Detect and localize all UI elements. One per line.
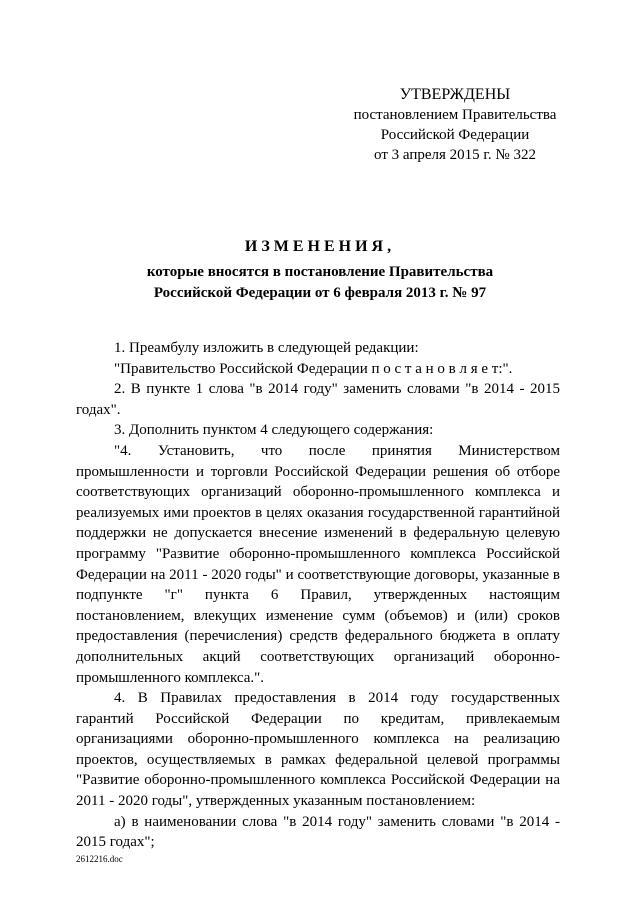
paragraph-6: 4. В Правилах предоставления в 2014 году государственных гарантий Российской Федерации по кредитам, привлекаемым организациями оборонно-промышленного комплекса на реализацию проектов, осуществляемых в рамках федеральной целевой программы "Развитие оборонно-промышленного комплекса Российской Федерации на 2011 - 2020 годы", утвержденных указанным постановлением: xyxy=(76,690,560,810)
paragraph-5: "4. Установить, что после принятия Министерством промышленности и торговли Российской Федерации решения об отборе соответствующих организаций оборонно-промышленного комплекса и реализуемых ими проектов в целях оказания государственной гарантийной поддержки не допускается внесение изменений в федеральную целевую программу "Развитие оборонно-промышленного комплекса Российской Федерации на 2011 - 2020 годы" и соответствующие договоры, указанные в подпункте "г" пункта 6 Правил, утвержденных настоящим постановлением, влекущих изменение сумм (объемов) и (или) сроков предоставления (перечисления) средств федерального бюджета в оплату дополнительных акций соответствующих организаций оборонно-промышленного комплекса.". xyxy=(76,442,560,686)
subtitle-line: которые вносятся в постановление Правительства xyxy=(146,264,494,280)
file-name-footer: 2612216.doc xyxy=(76,854,123,864)
approval-line: постановлением Правительства xyxy=(353,107,557,123)
document-subtitle xyxy=(100,262,540,304)
approval-heading: УТВЕРЖДЕНЫ xyxy=(399,86,511,103)
approval-line: Российской Федерации xyxy=(380,127,530,143)
paragraph-4: 3. Дополнить пунктом 4 следующего содержания: xyxy=(114,422,434,439)
document-body xyxy=(76,338,560,853)
paragraph-3: 2. В пункте 1 слова "в 2014 году" заменить словами "в 2014 - 2015 годах". xyxy=(76,381,560,418)
subtitle-line: Российской Федерации от 6 февраля 2013 г. № 97 xyxy=(153,285,487,301)
approval-block xyxy=(340,85,570,165)
paragraph-1: 1. Преамбулу изложить в следующей редакции: xyxy=(114,340,419,356)
paragraph-7: а) в наименовании слова "в 2014 году" заменить словами "в 2014 - 2015 годах"; xyxy=(76,813,560,851)
paragraph-2: "Правительство Российской Федерации п о с т а н о в л я е т:". xyxy=(114,360,513,377)
document-title: ИЗМЕНЕНИЯ, xyxy=(244,238,396,255)
approval-line: от 3 апреля 2015 г. № 322 xyxy=(374,147,536,163)
